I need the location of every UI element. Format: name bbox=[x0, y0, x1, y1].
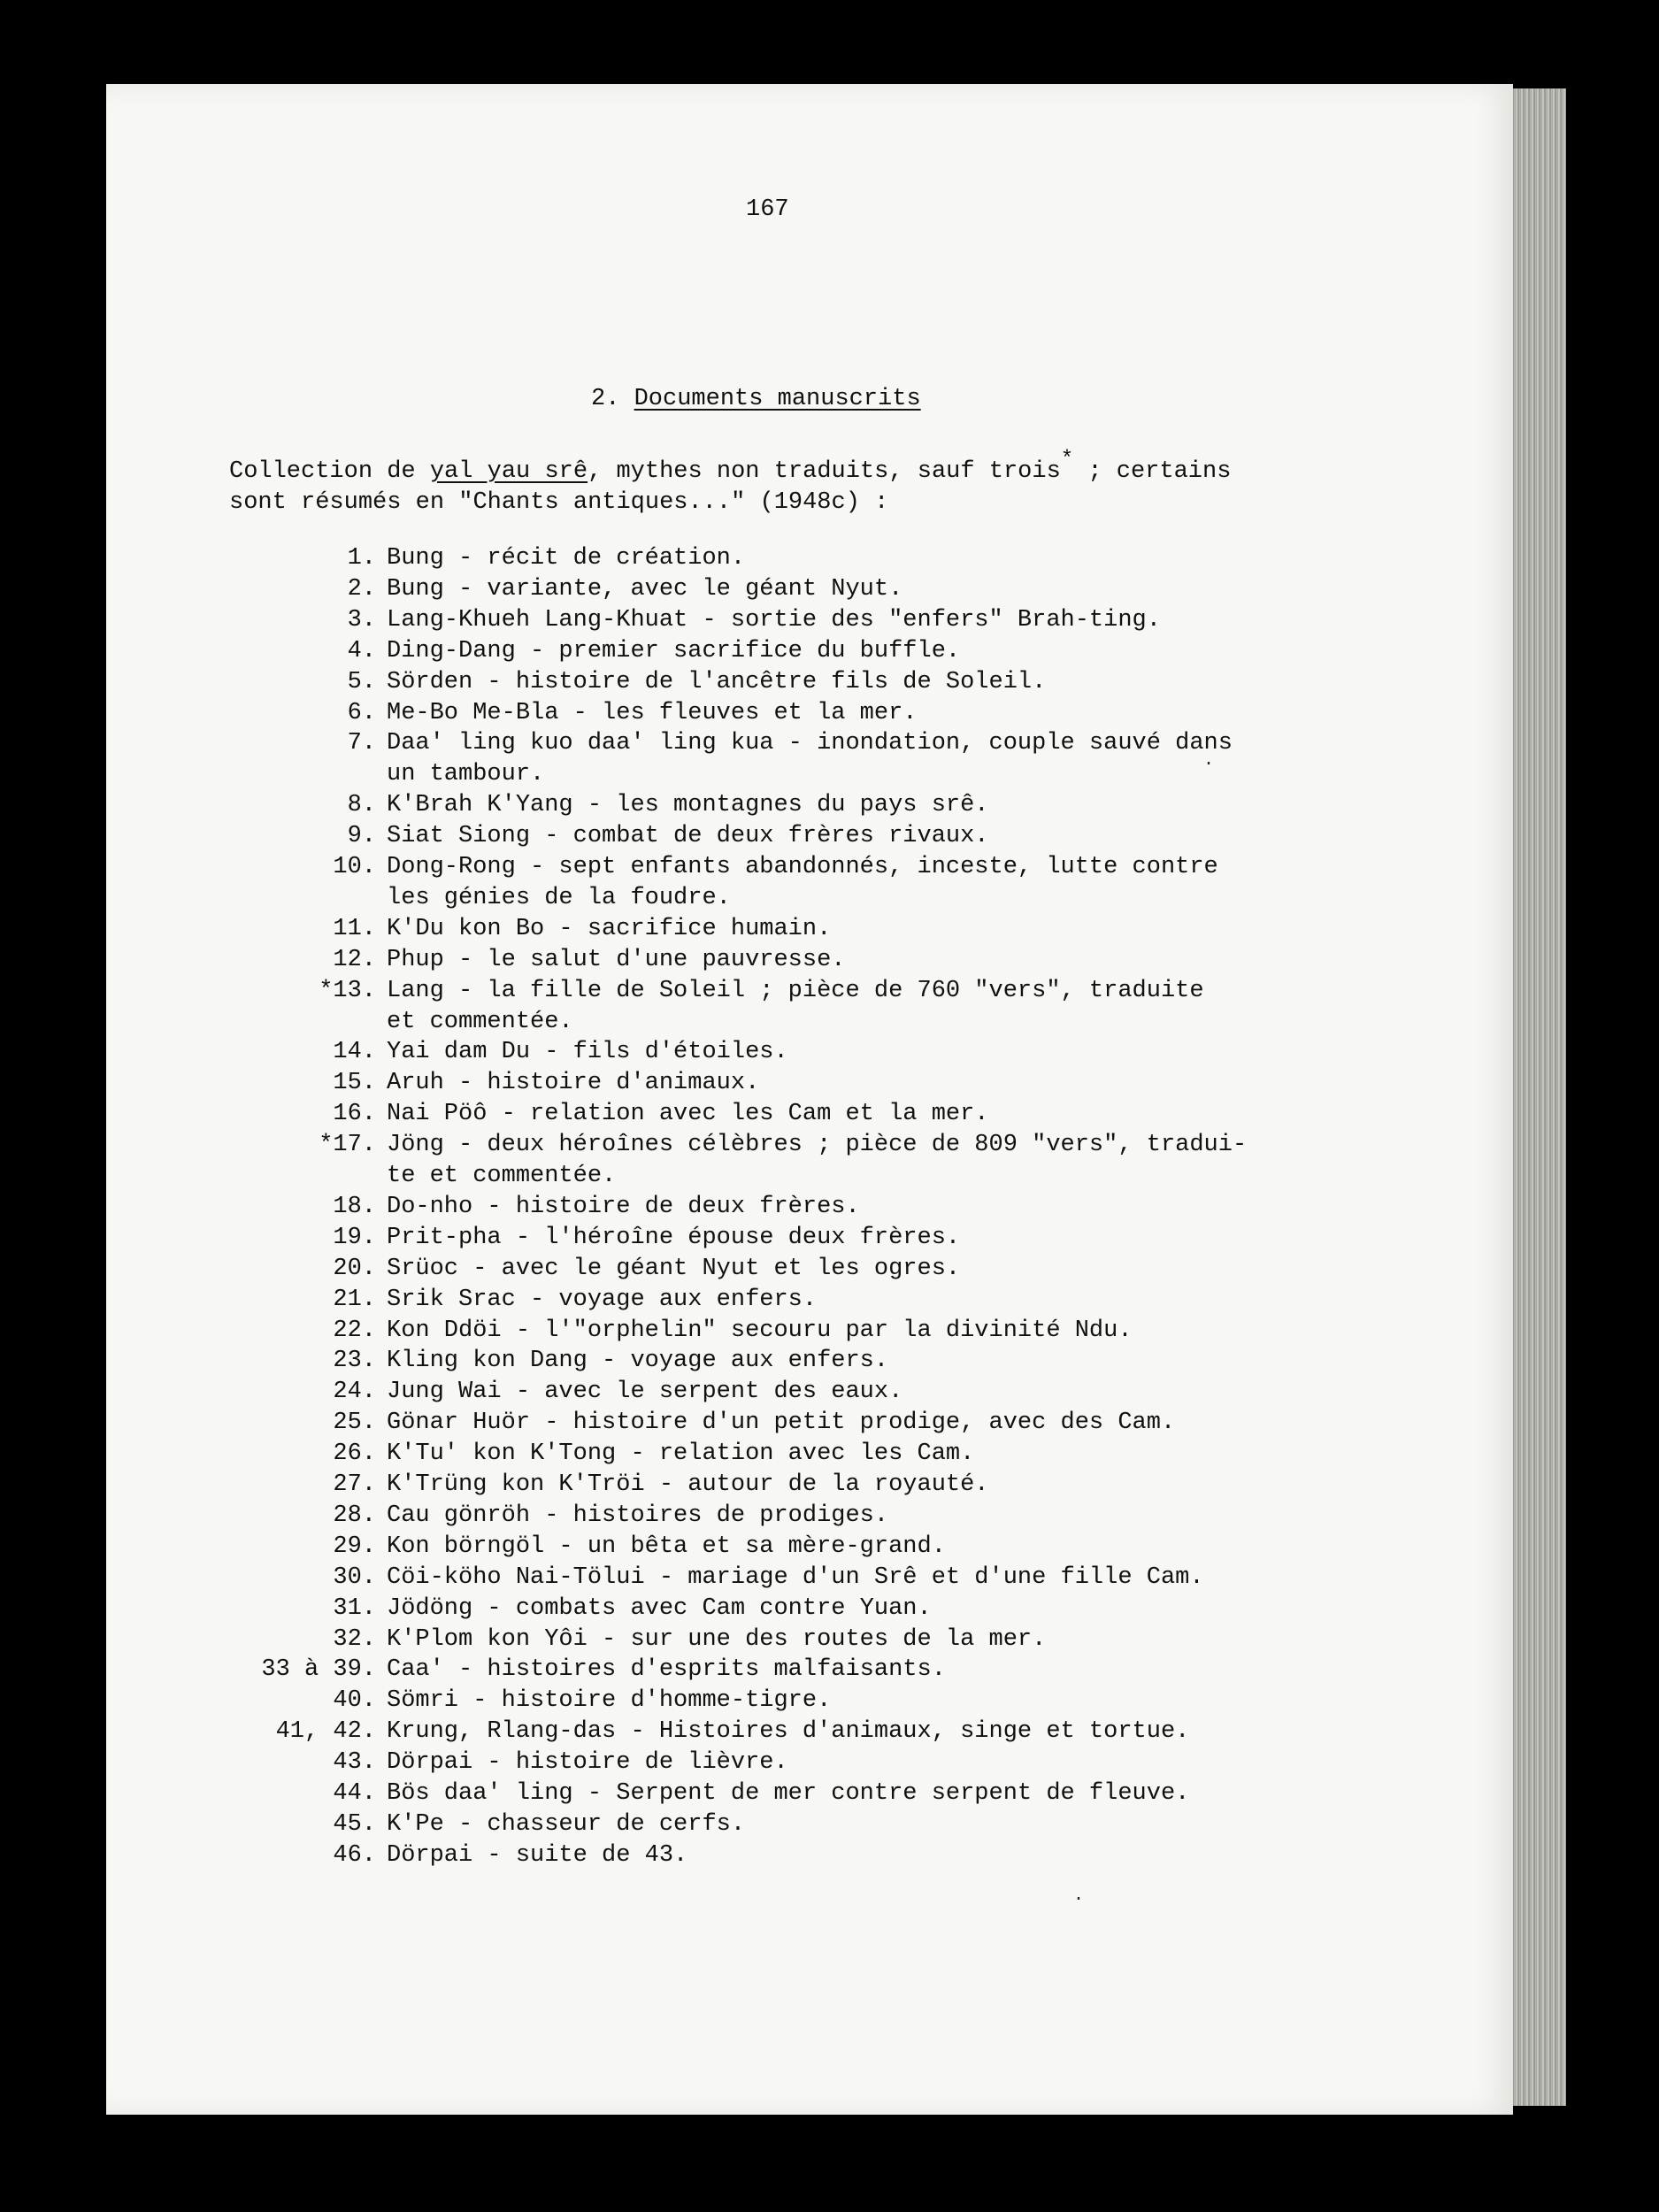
entry-number: 26. bbox=[333, 1440, 376, 1468]
ink-speck: · bbox=[1203, 754, 1215, 774]
entry-number: 7. bbox=[347, 730, 376, 757]
entry-number: 12. bbox=[333, 946, 376, 973]
entry-text: un tambour. bbox=[387, 761, 545, 788]
intro-paragraph bbox=[229, 448, 1231, 518]
intro-text: Collection de bbox=[229, 458, 430, 485]
entry-text: Srüoc - avec le géant Nyut et les ogres. bbox=[387, 1255, 961, 1282]
entry-text: Kon Ddöi - l'"orphelin" secouru par la divinité Ndu. bbox=[387, 1317, 1133, 1344]
entry-text: Cau gönröh - histoires de prodiges. bbox=[387, 1502, 889, 1529]
entry-text: Sömri - histoire d'homme-tigre. bbox=[387, 1687, 832, 1715]
entry-number: 27. bbox=[333, 1471, 376, 1498]
entry-text: Bung - variante, avec le géant Nyut. bbox=[387, 575, 903, 603]
entry-text: K'Du kon Bo - sacrifice humain. bbox=[387, 915, 832, 942]
entry-text: Krung, Rlang-das - Histoires d'animaux, singe et tortue. bbox=[387, 1718, 1190, 1746]
ink-speck: · bbox=[1073, 1889, 1085, 1909]
entry-number: 43. bbox=[333, 1749, 376, 1777]
intro-underlined-term: yal yau srê bbox=[429, 458, 588, 485]
entry-text: Me-Bo Me-Bla - les fleuves et la mer. bbox=[387, 699, 918, 726]
entry-number: 14. bbox=[333, 1039, 376, 1066]
entry-text: Aruh - histoire d'animaux. bbox=[387, 1070, 760, 1097]
entry-number: 9. bbox=[347, 823, 376, 850]
entry-number: 31. bbox=[333, 1594, 376, 1622]
entry-text: Do-nho - histoire de deux frères. bbox=[387, 1193, 860, 1220]
entry-number: 16. bbox=[333, 1101, 376, 1128]
entry-number: 30. bbox=[333, 1563, 376, 1591]
entry-text: te et commentée. bbox=[387, 1163, 617, 1189]
section-heading bbox=[591, 386, 921, 412]
entry-number: 3. bbox=[347, 606, 376, 634]
entry-number: 15. bbox=[333, 1070, 376, 1097]
entry-number: 45. bbox=[333, 1810, 376, 1838]
entry-number: 25. bbox=[333, 1409, 376, 1437]
section-title: Documents manuscrits bbox=[634, 386, 921, 412]
entry-text: Ding-Dang - premier sacrifice du buffle. bbox=[387, 637, 961, 664]
entry-text: Dörpai - suite de 43. bbox=[387, 1841, 688, 1869]
entry-text: Jöng - deux héroînes célèbres ; pièce de 809 "vers", tradui- bbox=[387, 1132, 1248, 1159]
entry-number: 5. bbox=[347, 668, 376, 695]
entry-number: 28. bbox=[333, 1502, 376, 1529]
entry-number: 4. bbox=[347, 637, 376, 664]
entry-text: Nai Pöô - relation avec les Cam et la mer. bbox=[387, 1101, 989, 1128]
entry-text: Phup - le salut d'une pauvresse. bbox=[387, 946, 846, 973]
entry-number: *17. bbox=[319, 1132, 376, 1159]
entry-text: Jödöng - combats avec Cam contre Yuan. bbox=[387, 1594, 932, 1622]
entry-number: 32. bbox=[333, 1625, 376, 1653]
asterisk-mark: * bbox=[1060, 448, 1074, 472]
entry-text: et commentée. bbox=[387, 1008, 573, 1035]
entry-text: Dong-Rong - sept enfants abandonnés, inceste, lutte contre bbox=[387, 854, 1218, 880]
entry-text: Lang-Khueh Lang-Khuat - sortie des "enfers" Brah-ting. bbox=[387, 606, 1161, 634]
entry-text: Daa' ling kuo daa' ling kua - inondation, couple sauvé dans bbox=[387, 730, 1233, 757]
entry-text: K'Tu' kon K'Tong - relation avec les Cam. bbox=[387, 1440, 975, 1468]
entry-text: K'Brah K'Yang - les montagnes du pays srê. bbox=[387, 792, 989, 819]
entry-number: 41, 42. bbox=[275, 1718, 376, 1746]
intro-line-1 bbox=[229, 448, 1231, 488]
entry-text: Jung Wai - avec le serpent des eaux. bbox=[387, 1379, 903, 1406]
entry-number: 10. bbox=[333, 854, 376, 880]
entry-number: *13. bbox=[319, 977, 376, 1004]
intro-line-2: sont résumés en "Chants antiques..." (1948c) : bbox=[229, 489, 889, 516]
entry-number: 20. bbox=[333, 1255, 376, 1282]
entry-text: Siat Siong - combat de deux frères rivaux. bbox=[387, 823, 989, 850]
page-number: 167 bbox=[746, 196, 789, 223]
entry-number: 44. bbox=[333, 1780, 376, 1807]
entry-number: 8. bbox=[347, 792, 376, 819]
entry-number: 1. bbox=[347, 545, 376, 572]
entry-number: 2. bbox=[347, 575, 376, 603]
intro-text: , mythes non traduits, sauf trois bbox=[588, 458, 1061, 485]
entry-text: Cöi-köho Nai-Tölui - mariage d'un Srê et d'une fille Cam. bbox=[387, 1563, 1204, 1591]
entry-number: 6. bbox=[347, 699, 376, 726]
entry-number: 33 à 39. bbox=[261, 1656, 376, 1684]
entry-text: K'Pe - chasseur de cerfs. bbox=[387, 1810, 746, 1838]
entry-text: Bös daa' ling - Serpent de mer contre serpent de fleuve. bbox=[387, 1780, 1190, 1807]
entry-number: 46. bbox=[333, 1841, 376, 1869]
entry-text: Lang - la fille de Soleil ; pièce de 760 "vers", traduite bbox=[387, 977, 1204, 1004]
entry-text: Sörden - histoire de l'ancêtre fils de Soleil. bbox=[387, 668, 1047, 695]
entry-text: les génies de la foudre. bbox=[387, 884, 731, 911]
entry-text: Yai dam Du - fils d'étoiles. bbox=[387, 1039, 788, 1066]
entry-text: Kling kon Dang - voyage aux enfers. bbox=[387, 1348, 889, 1375]
entry-text: Caa' - histoires d'esprits malfaisants. bbox=[387, 1656, 946, 1684]
section-number: 2. bbox=[591, 386, 620, 412]
entry-text: K'Trüng kon K'Tröi - autour de la royauté. bbox=[387, 1471, 989, 1498]
entry-text: K'Plom kon Yôi - sur une des routes de la mer. bbox=[387, 1625, 1047, 1653]
entry-text: Kon börngöl - un bêta et sa mère-grand. bbox=[387, 1532, 946, 1560]
entry-number: 40. bbox=[333, 1687, 376, 1715]
entry-text: Bung - récit de création. bbox=[387, 545, 746, 572]
page-edge-stack bbox=[1504, 88, 1566, 2106]
entry-number: 24. bbox=[333, 1379, 376, 1406]
entry-number: 22. bbox=[333, 1317, 376, 1344]
intro-text: ; certains bbox=[1073, 458, 1232, 485]
entry-number: 21. bbox=[333, 1286, 376, 1313]
entry-number: 23. bbox=[333, 1348, 376, 1375]
entry-number: 18. bbox=[333, 1193, 376, 1220]
entry-text: Srik Srac - voyage aux enfers. bbox=[387, 1286, 818, 1313]
entry-number: 19. bbox=[333, 1224, 376, 1251]
entry-text: Gönar Huör - histoire d'un petit prodige, avec des Cam. bbox=[387, 1409, 1176, 1437]
entry-text: Dörpai - histoire de lièvre. bbox=[387, 1749, 788, 1777]
entry-number: 29. bbox=[333, 1532, 376, 1560]
entry-number: 11. bbox=[333, 915, 376, 942]
entry-text: Prit-pha - l'héroîne épouse deux frères. bbox=[387, 1224, 961, 1251]
